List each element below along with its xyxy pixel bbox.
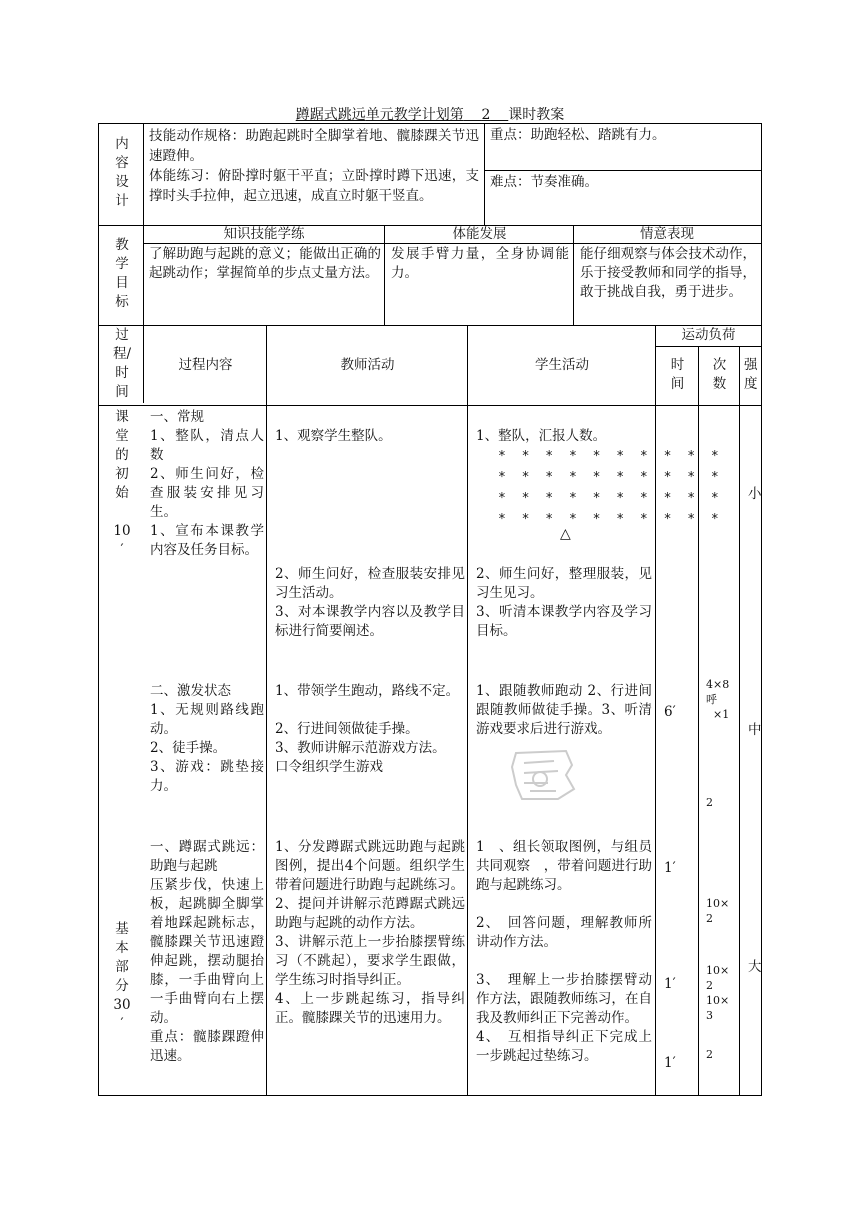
stamp-watermark: [508, 745, 580, 805]
design-label-char: 容: [115, 155, 129, 171]
basic-count-2: 10× 2 10× 3: [706, 964, 730, 1022]
formation-row: * * * * * * * * * *: [498, 470, 723, 485]
section-beginning-student-2: 2、师生问好，整理服装，见习生见习。 3、听清本课教学内容及学习目标。: [476, 566, 652, 639]
design-text: 技能动作规格：助跑起跳时全脚掌着地、髋膝踝关节迅速蹬伸。 体能练习：俯卧撑时躯干平直；立卧撑时蹲下迅速，支撑时头手拉伸，起立迅速，成直立时躯干竖直。: [149, 128, 479, 204]
key-point: 重点：助跑轻松、踏跳有力。: [490, 127, 666, 143]
section-basic-content: 一、蹲踞式跳远：助跑与起跳 压紧步伐，快速上板，起跳脚全脚掌着地踩起跳标志，髋膝踝关节迅速蹬伸起跳，摆动腿抬膝，一手曲臂向上一手曲臂向右上摆动。 重点：髋膝踝蹬伸迅速。: [150, 839, 264, 1064]
header-process-time: 过 程/ 时 间: [112, 327, 132, 400]
divider-keypoint: [484, 170, 762, 171]
goals-label-char: 目: [115, 275, 129, 291]
goals-header-emotion: 情意表现: [640, 226, 694, 242]
goals-label-char: 学: [115, 256, 129, 272]
section-warmup-content: 二、激发状态 1、无规则路线跑动。 2、徒手操。 3、游戏：跳垫接力。: [150, 683, 264, 794]
table-border-bottom: [98, 1095, 762, 1096]
goals-emotion: 能仔细观察与体会技术动作，乐于接受教师和同学的指导，敢于挑战自我，勇于进步。: [580, 246, 756, 300]
intensity-medium: 中: [748, 722, 762, 738]
design-label-char: 计: [115, 193, 129, 209]
title-suffix: 课时教案: [508, 107, 565, 123]
section-basic-student: 1 、组长领取图例，与组员共同观察 ，带着问题进行助跑与起跳练习。 2、 回答问题，理解教师所讲动作方法。 3、 理解上一步抬膝摆臂动作方法，跟随教师练习，在自我及教师纠正下完善动作。 4、 互相指导纠正下完成上一步跳起过垫练习。: [476, 839, 652, 1064]
header-load: 运动负荷: [681, 327, 736, 343]
title-lesson-number: [464, 107, 509, 123]
intensity-small: 小: [748, 486, 762, 502]
warmup-count-1: 4×8 呼 ×1: [706, 678, 730, 721]
header-load-intensity: 强 度: [744, 357, 758, 392]
design-label-char: 设: [115, 174, 129, 190]
goals-label-char: 标: [115, 294, 129, 310]
formation-row: * * * * * * * * * *: [498, 512, 723, 527]
divider-teacher-student: [467, 325, 468, 1096]
section-beginning-student-1: 1、整队，汇报人数。: [476, 428, 607, 444]
basic-time-1: 1′: [664, 860, 676, 876]
intensity-large: 大: [748, 959, 762, 975]
formation-row: * * * * * * * * * *: [498, 491, 723, 506]
goals-label: [111, 236, 133, 312]
title-lesson-number-value: 2: [481, 107, 491, 123]
header-student: 学生活动: [535, 357, 589, 373]
header-load-count: 次 数: [712, 357, 727, 392]
design-label-char: 内: [115, 136, 129, 152]
section-beginning-teacher-1: 1、观察学生整队。: [275, 428, 392, 444]
difficulty-point: 难点：节奏准确。: [490, 174, 598, 190]
header-load-time: 时 间: [670, 357, 685, 392]
section-beginning-teacher-2: 2、师生问好，检查服装安排见习生活动。 3、对本课教学内容以及教学目标进行简要阐述。: [275, 566, 465, 639]
goals-fitness: 发展手臂力量，全身协调能力。: [391, 246, 569, 281]
table-border-left: [98, 123, 99, 1096]
divider-student-time: [655, 325, 656, 1096]
goals-header-knowledge: 知识技能学练: [223, 226, 305, 242]
divider-load-header: [655, 346, 762, 347]
title-unit: 单元教学计划第: [365, 107, 464, 123]
design-label: [111, 135, 133, 211]
table-border-right: [761, 123, 762, 1096]
section-beginning-content: 一、常规 1、整队，清点人数 2、师生问好，检查服装安排见习生。 1、宣布本课教学内容及任务目标。: [150, 409, 264, 558]
title-topic: 蹲踞式跳远: [295, 107, 366, 123]
header-teacher: 教师活动: [340, 357, 395, 373]
section-warmup-student: 1、跟随教师跑动 2、行进间跟随教师做徒手操。3、听清游戏要求后进行游戏。: [476, 683, 652, 737]
basic-time-3: 1′: [664, 1055, 676, 1071]
basic-count-3: 2: [706, 1048, 713, 1061]
teacher-position-mark: △: [560, 526, 571, 542]
divider-process-header: [98, 405, 762, 406]
section-basic-label: 基 本 部 分 30 ′: [113, 921, 131, 1032]
table-border-top: [98, 123, 762, 124]
divider-content-teacher: [266, 325, 267, 1096]
goals-label-char: 教: [115, 237, 129, 253]
divider-count-intensity: [739, 346, 740, 1096]
formation-row: * * * * * * * * * *: [498, 449, 723, 464]
divider-design-right: [484, 123, 485, 225]
warmup-count-2: 2: [706, 796, 713, 809]
basic-count-1: 10× 2: [706, 897, 730, 925]
warmup-time: 6′: [664, 704, 676, 720]
document-title: [0, 104, 860, 124]
basic-time-2: 1′: [664, 976, 676, 992]
goals-header-fitness: 体能发展: [452, 226, 507, 242]
header-content: 过程内容: [178, 357, 233, 373]
section-warmup-teacher: 1、带领学生跑动，路线不定。 2、行进间领做徒手操。 3、教师讲解示范游戏方法。 口令组织学生游戏: [275, 683, 460, 775]
section-basic-teacher: 1、分发蹲踞式跳远助跑与起跳图例，提出4个问题。组织学生带着问题进行助跑与起跳练习。 2、提问并讲解示范蹲踞式跳远助跑与起跳的动作方法。 3、讲解示范上一步抬膝摆臂练习（不跳起），要求学生跟做，学生练习时指导纠正。 4、上一步跳起练习，指导纠正。髋膝踝关节的迅速用力。: [275, 839, 465, 1026]
goals-knowledge: 了解助跑与起跳的意义；能做出正确的起跳动作；掌握简单的步点丈量方法。: [149, 246, 381, 281]
section-beginning-label: 课 堂 的 初 始 10 ′: [113, 409, 131, 558]
